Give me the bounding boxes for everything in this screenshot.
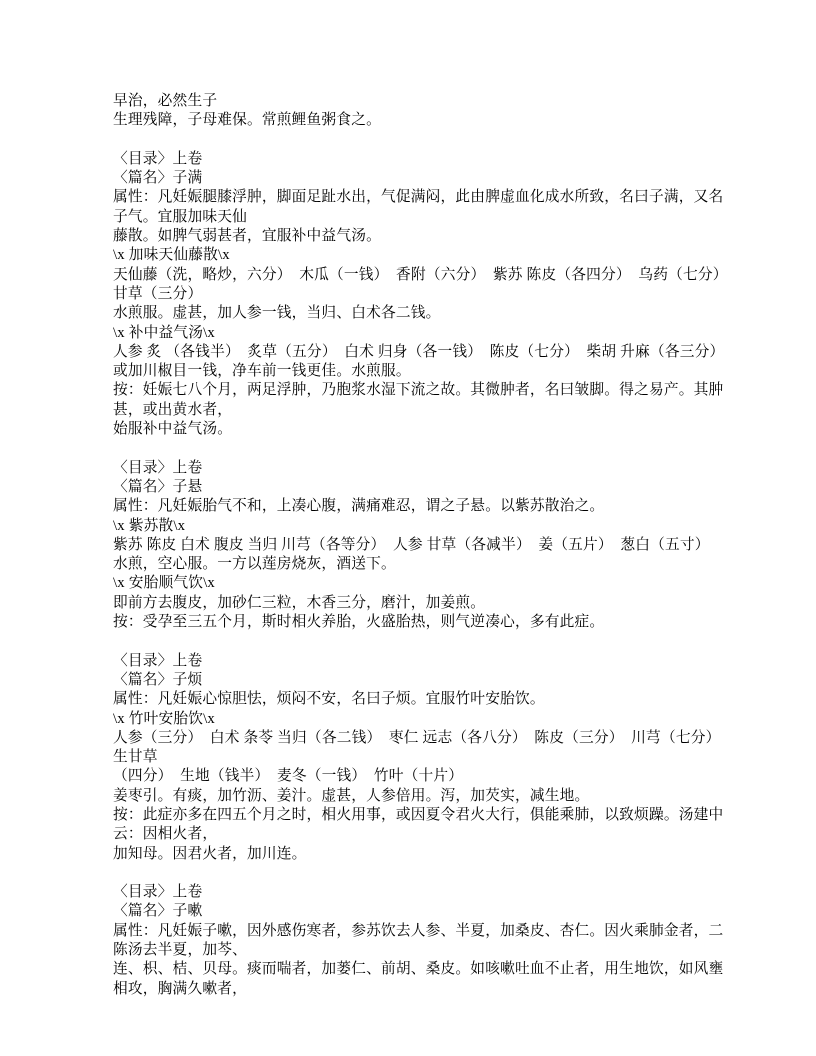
text-line: 〈篇名〉子满 bbox=[113, 170, 203, 187]
text-line: 〈篇名〉子嗽 bbox=[113, 903, 203, 920]
text-line: \x 加味天仙藤散\x bbox=[113, 247, 230, 264]
text-line: 属性：凡妊娠子嗽，因外感伤寒者，参苏饮去人参、半夏，加桑皮、杏仁。因火乘肺金者，二 bbox=[113, 922, 724, 939]
text-line: \x 紫苏散\x bbox=[113, 517, 186, 534]
text-line: 〈目录〉上卷 bbox=[113, 652, 203, 669]
text-line: 按：受孕至三五个月，斯时相火养胎，火盛胎热，则气逆凑心，多有此症。 bbox=[113, 614, 605, 631]
section-zi-fan bbox=[113, 652, 724, 864]
text-line: 按：妊娠七八个月，两足浮肿，乃胞浆水湿下流之故。其微肿者，名曰皱脚。得之易产。其肿 bbox=[113, 382, 724, 399]
text-line: \x 竹叶安胎饮\x bbox=[113, 710, 215, 727]
text-line: 水煎服。虚甚，加人参一钱，当归、白术各二钱。 bbox=[113, 305, 441, 322]
text-line: 连、枳、桔、贝母。痰而喘者，加蒌仁、前胡、桑皮。如咳嗽吐血不止者，用生地饮，如风壅 bbox=[113, 961, 724, 978]
section-zi-sou bbox=[113, 883, 724, 999]
text-line: 〈目录〉上卷 bbox=[113, 884, 203, 901]
text-line: 藤散。如脾气弱甚者，宜服补中益气汤。 bbox=[113, 228, 381, 245]
text-line: \x 安胎顺气饮\x bbox=[113, 575, 215, 592]
text-line: 甘草（三分） bbox=[113, 285, 203, 302]
text-line: 云：因相火者， bbox=[113, 826, 218, 843]
text-line: 属性：凡妊娠胎气不和，上凑心腹，满痛难忍，谓之子悬。以紫苏散治之。 bbox=[113, 498, 605, 515]
text-line: 加知母。因君火者，加川连。 bbox=[113, 845, 307, 862]
text-line: 甚，或出黄水者， bbox=[113, 401, 233, 418]
text-line: 〈目录〉上卷 bbox=[113, 459, 203, 476]
text-line: 即前方去腹皮，加砂仁三粒，木香三分，磨汁，加姜煎。 bbox=[113, 594, 486, 611]
section-zi-xuan bbox=[113, 459, 720, 633]
text-line: 紫苏 陈皮 白术 腹皮 当归 川芎（各等分） 人参 甘草（各减半） 姜（五片） 葱白（五寸） bbox=[113, 536, 710, 553]
text-line: 相攻，胸满久嗽者， bbox=[113, 980, 247, 997]
text-line: 水煎，空心服。一方以莲房烧灰，酒送下。 bbox=[113, 556, 396, 573]
text-line: 属性：凡妊娠心惊胆怯，烦闷不安，名曰子烦。宜服竹叶安胎饮。 bbox=[113, 691, 545, 708]
section-zi-man bbox=[113, 150, 728, 439]
text-line: 或加川椒目一钱，净车前一钱更佳。水煎服。 bbox=[113, 363, 411, 380]
text-line: 姜枣引。有痰，加竹沥、姜汁。虚甚，人参倍用。泻，加芡实，减生地。 bbox=[113, 787, 590, 804]
text-line: 按：此症亦多在四五个月之时，相火用事，或因夏令君火大行，俱能乘肺，以致烦躁。汤建中 bbox=[113, 806, 724, 823]
text-line: 生理残障，子母难保。常煎鲤鱼粥食之。 bbox=[113, 112, 381, 129]
text-line: 人参 炙 （各钱半） 炙草（五分） 白术 归身（各一钱） 陈皮（七分） 柴胡 升麻（各三分） bbox=[113, 343, 725, 360]
section-intro-fragment bbox=[113, 92, 720, 131]
text-line: \x 补中益气汤\x bbox=[113, 324, 215, 341]
text-line: 始服补中益气汤。 bbox=[113, 421, 233, 438]
text-line: （四分） 生地（钱半） 麦冬（一钱） 竹叶（十片） bbox=[113, 768, 464, 785]
text-line: 子气。宜服加味天仙 bbox=[113, 208, 247, 225]
text-line: 〈目录〉上卷 bbox=[113, 150, 203, 167]
text-line: 天仙藤（洗，略炒，六分） 木瓜（一钱） 香附（六分） 紫苏 陈皮（各四分） 乌药（七分） bbox=[113, 266, 728, 283]
text-line: 人参（三分） 白术 条苓 当归（各二钱） 枣仁 远志（各八分） 陈皮（三分） 川芎（七分） bbox=[113, 729, 721, 746]
text-line: 早治，必然生子 bbox=[113, 93, 218, 109]
text-line: 生甘草 bbox=[113, 749, 158, 766]
text-line: 〈篇名〉子烦 bbox=[113, 671, 203, 688]
text-line: 〈篇名〉子悬 bbox=[113, 478, 203, 495]
text-line: 属性：凡妊娠腿膝浮肿，脚面足趾水出，气促满闷，此由脾虚血化成水所致，名曰子满，又名 bbox=[113, 189, 724, 206]
text-line: 陈汤去半夏，加芩、 bbox=[113, 942, 247, 959]
